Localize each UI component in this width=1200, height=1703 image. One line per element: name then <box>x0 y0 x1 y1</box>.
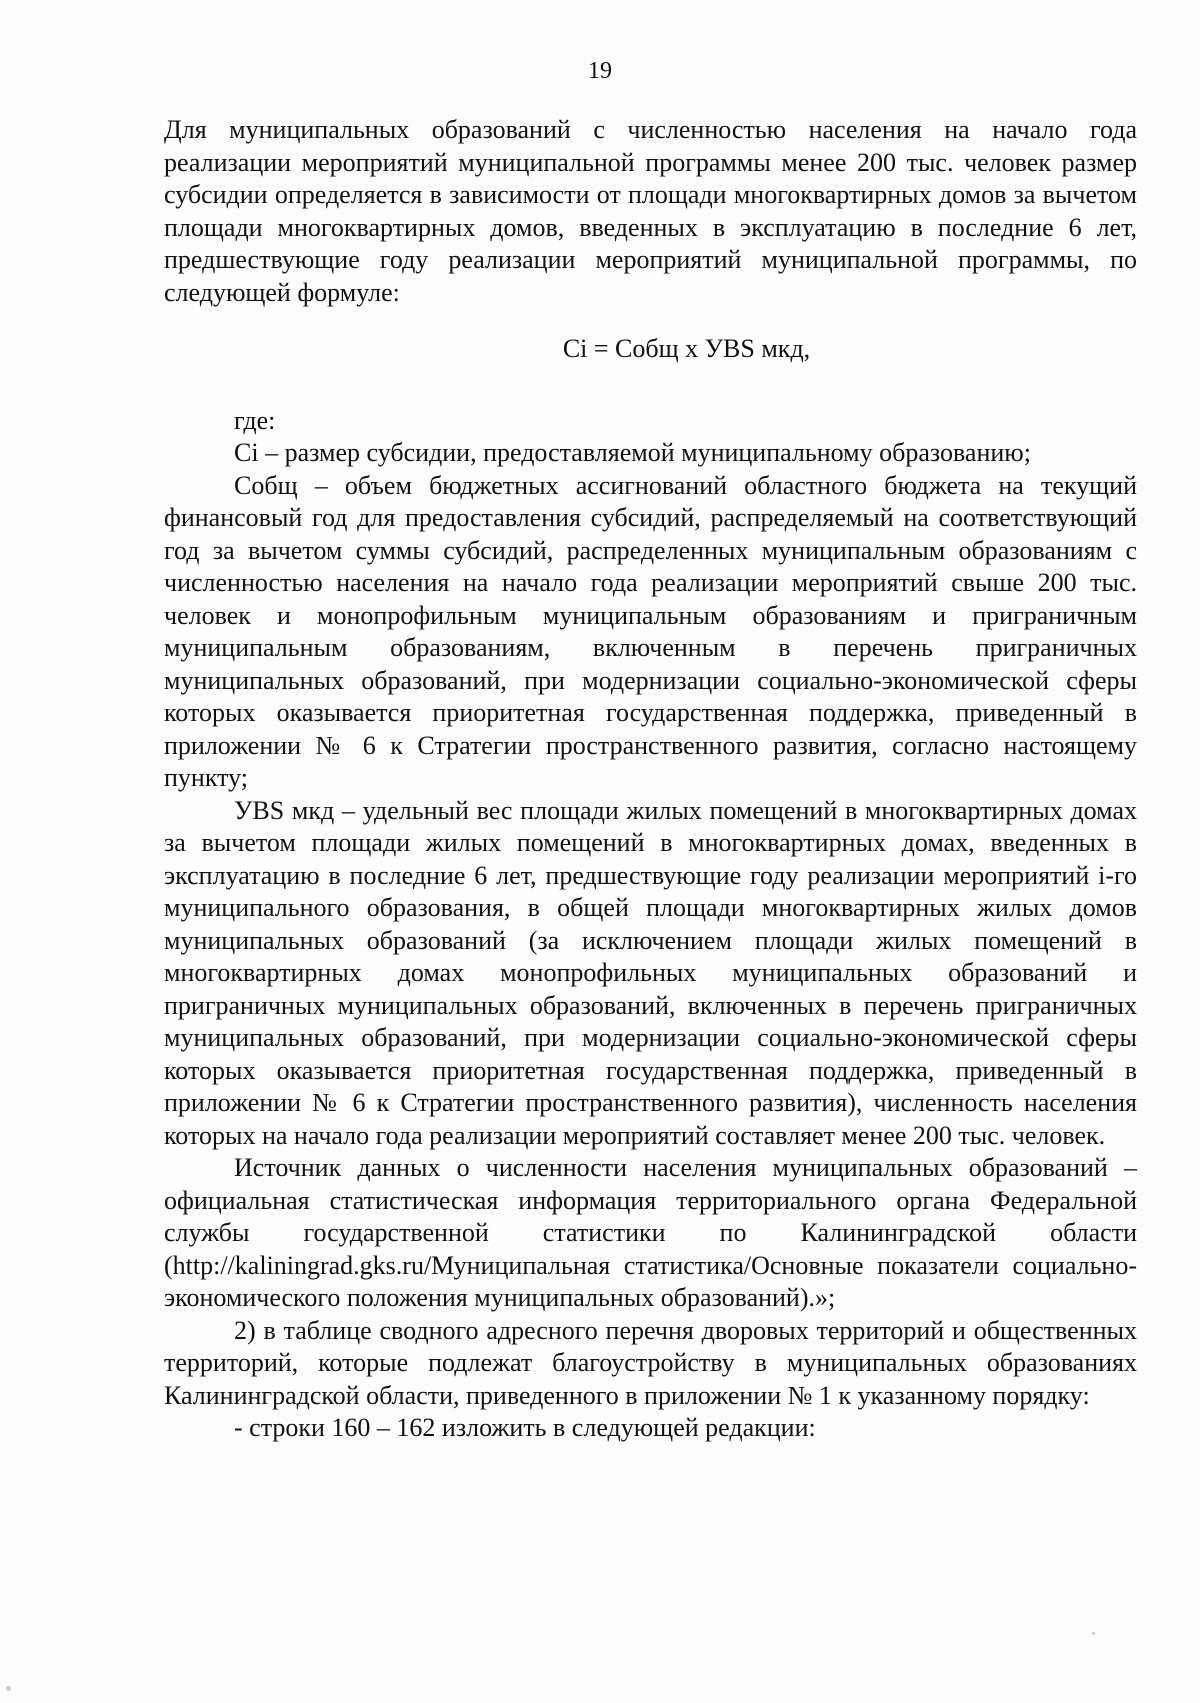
definition-cobsh: Cобщ – объем бюджетных ассигнований областного бюджета на текущий финансовый год для предоставления субсидий, распределяемый на соответствующий год за вычетом суммы субсидий, распределенных муниципальным образованиям с численностью населения на начало года реализации мероприятий свыше 200 тыс. человек и монопрофильным муниципальным образованиям и приграничным муниципальным образованиям, включенным в перечень приграничных муниципальных образований, при модернизации социально-экономической сферы которых оказывается приоритетная государственная поддержка, приведенный в приложении № 6 к Стратегии пространственного развития, согласно настоящему пункту; <box>164 470 1137 792</box>
definition-uvs-mkd: УВS мкд – удельный вес площади жилых помещений в многоквартирных домах за вычетом площади жилых помещений в многоквартирных домах, введенных в эксплуатацию в последние 6 лет, предшествующие году реализации мероприятий i-го муниципального образования, в общей площади многоквартирных жилых домов муниципальных образований (за исключением площади жилых помещений в многоквартирных домах монопрофильных муниципальных образований и приграничных муниципальных образований, включенных в перечень приграничных муниципальных образований, при модернизации социально-экономической сферы которых оказывается приоритетная государственная поддержка, приведенный в приложении № 6 к Стратегии пространственного развития), численность населения которых на начало года реализации мероприятий составляет менее 200 тыс. человек. <box>164 795 1137 1150</box>
paragraph-data-source: Источник данных о численности населения муниципальных образований – официальная статистическая информация территориального органа Федеральной службы государственной статистики по Калининградской области (http://kaliningrad.gks.ru/Муниципальная статистика/Основные показатели социально-экономического положения муниципальных образований).»; <box>164 1153 1137 1312</box>
where-label: где: <box>234 405 276 435</box>
scan-speck <box>6 1686 11 1691</box>
paragraph-population-under-200k: Для муниципальных образований с численностью населения на начало года реализации мероприятий муниципальной программы менее 200 тыс. человек размер субсидии определяется в зависимости от площади многоквартирных домов за вычетом площади многоквартирных домов, введенных в эксплуатацию в последние 6 лет, предшествующие году реализации мероприятий муниципальной программы, по следующей формуле: <box>164 115 1137 307</box>
paragraph-item-2: 2) в таблице сводного адресного перечня дворовых территорий и общественных территорий, которые подлежат благоустройству в муниципальных образованиях Калининградской области, приведенного в приложении № 1 к указанному порядку: <box>164 1315 1137 1410</box>
document-body <box>164 114 1137 1445</box>
definition-ci: Ci – размер субсидии, предоставляемой муниципальному образованию; <box>234 438 1031 467</box>
scan-speck <box>1092 1632 1095 1635</box>
page-number: 19 <box>588 58 612 84</box>
paragraph-rows-instruction: - строки 160 – 162 изложить в следующей редакции: <box>234 1413 816 1442</box>
subsidy-formula: Ci = Cобщ х УВS мкд, <box>562 334 811 363</box>
